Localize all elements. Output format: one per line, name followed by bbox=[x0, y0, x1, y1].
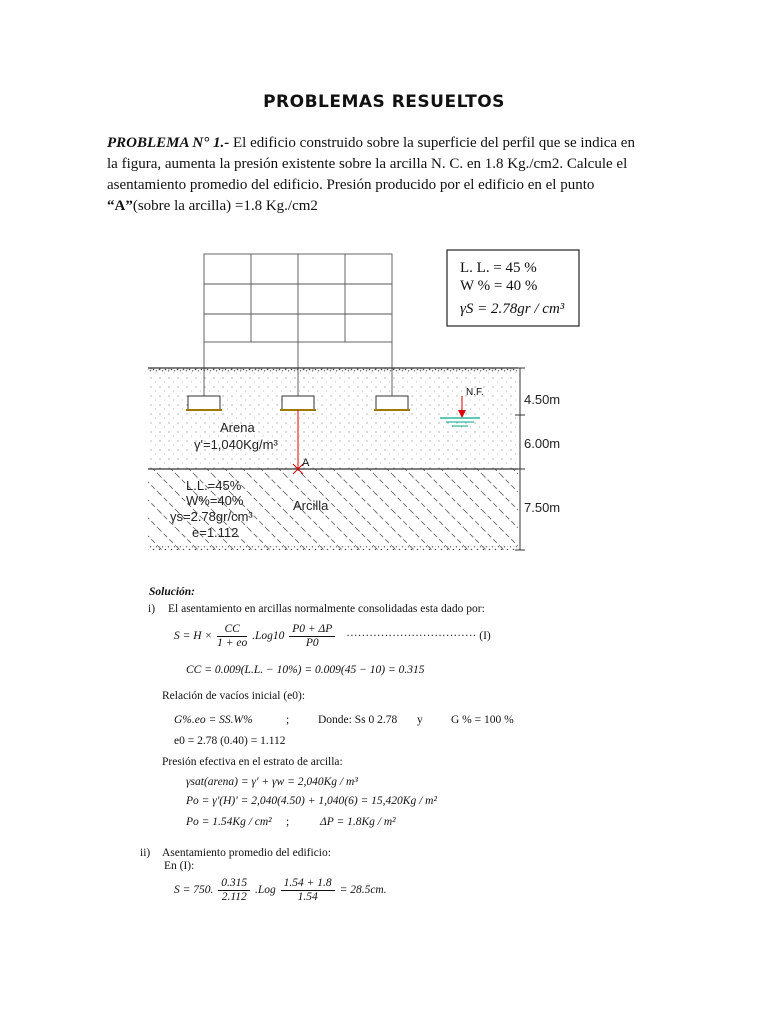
formula-settlement bbox=[174, 623, 491, 650]
depth-2: 6.00m bbox=[524, 436, 561, 451]
clay-base bbox=[148, 546, 518, 550]
nf-label: N.F. bbox=[466, 387, 484, 398]
clay-w: W%=40% bbox=[186, 493, 244, 508]
step-i-number: i) bbox=[148, 603, 156, 615]
y-text: y bbox=[417, 714, 423, 726]
step-i-text: El asentamiento en arcillas normalmente consolidadas esta dado por: bbox=[168, 603, 485, 615]
step-ii-number: ii) bbox=[140, 847, 151, 859]
problem-text-2: (sobre la arcilla) =1.8 Kg./cm2 bbox=[132, 198, 318, 214]
step-ii-text: Asentamiento promedio del edificio: bbox=[162, 847, 331, 859]
footings bbox=[186, 396, 410, 410]
g-formula: G%.eo = SS.W% bbox=[174, 714, 253, 726]
prop-gs: γS = 2.78gr / cm³ bbox=[460, 301, 565, 317]
effective-pressure-heading: Presión efectiva en el estrato de arcilla: bbox=[162, 756, 343, 768]
s-log: .Log bbox=[255, 884, 276, 897]
depth-3: 7.50m bbox=[524, 500, 561, 515]
f1-left: S = H × bbox=[174, 630, 213, 643]
f1-frac2: $\frac{P0 + \Delta P}{P0}$ bbox=[289, 623, 335, 650]
clay-ll: L.L.=45% bbox=[186, 478, 242, 493]
po-value: Po = 1.54Kg / cm² bbox=[186, 816, 272, 828]
f1-log: .Log10 bbox=[252, 630, 285, 643]
dp-value: ΔP = 1.8Kg / m² bbox=[320, 816, 396, 828]
settlement-result bbox=[174, 877, 387, 904]
arena-gamma: γ'=1,040Kg/m³ bbox=[194, 437, 278, 452]
void-ratio-heading: Relación de vacíos inicial (e0): bbox=[162, 690, 306, 702]
cc-formula: CC = 0.009(L.L. − 10%) = 0.009(45 − 10) = 0.315 bbox=[186, 664, 425, 676]
problem-number: PROBLEMA N° 1.- bbox=[107, 135, 230, 151]
s-left: S = 750. bbox=[174, 884, 214, 897]
point-a-quote: “A” bbox=[107, 198, 133, 214]
s-frac2: $\frac{1.54 + 1.8}{1.54}$ bbox=[281, 877, 335, 904]
point-a-label: A bbox=[302, 457, 310, 469]
problem-statement bbox=[107, 133, 647, 217]
problem-text-1: El edificio construido sobre la superficie del perfil que se indica en la figura, aumenta la presión existente sobre la arcilla N. C. en 1.8 Kg./cm2. Calcule el asentamiento promedio del edificio. Presión producido por el edificio en el punto bbox=[107, 135, 635, 193]
f1-frac1: $\frac{CC}{1 + eo}$ bbox=[217, 623, 248, 649]
en-i-text: En (I): bbox=[164, 860, 195, 872]
gsat-formula: γsat(arena) = γ' + γw = 2,040Kg / m³ bbox=[186, 776, 358, 788]
depth-1: 4.50m bbox=[524, 392, 561, 407]
f1-ref: ·································· (I) bbox=[346, 630, 491, 643]
properties-box bbox=[447, 250, 579, 326]
soil-profile-diagram bbox=[140, 240, 580, 565]
prop-w: W % = 40 % bbox=[460, 278, 538, 294]
page-title: PROBLEMAS RESUELTOS bbox=[263, 92, 505, 112]
s-frac1: $\frac{0.315}{2.112}$ bbox=[218, 877, 250, 904]
prop-ll: L. L. = 45 % bbox=[460, 260, 537, 276]
g100-text: G % = 100 % bbox=[451, 714, 514, 726]
donde-text: Donde: Ss 0 2.78 bbox=[318, 714, 398, 726]
s-right: = 28.5cm. bbox=[339, 884, 387, 897]
clay-e: e=1.112 bbox=[192, 525, 239, 540]
clay-gs: γs=2.78gr/cm³ bbox=[170, 509, 253, 524]
separator-1: ; bbox=[286, 714, 290, 726]
separator-2: ; bbox=[286, 816, 290, 828]
arena-label: Arena bbox=[220, 420, 255, 435]
arcilla-label: Arcilla bbox=[293, 498, 329, 513]
po-formula: Po = γ'(H)' = 2,040(4.50) + 1,040(6) = 15,420Kg / m² bbox=[186, 795, 437, 807]
solution-heading: Solución: bbox=[149, 586, 196, 598]
e0-value: e0 = 2.78 (0.40) = 1.112 bbox=[174, 735, 286, 747]
